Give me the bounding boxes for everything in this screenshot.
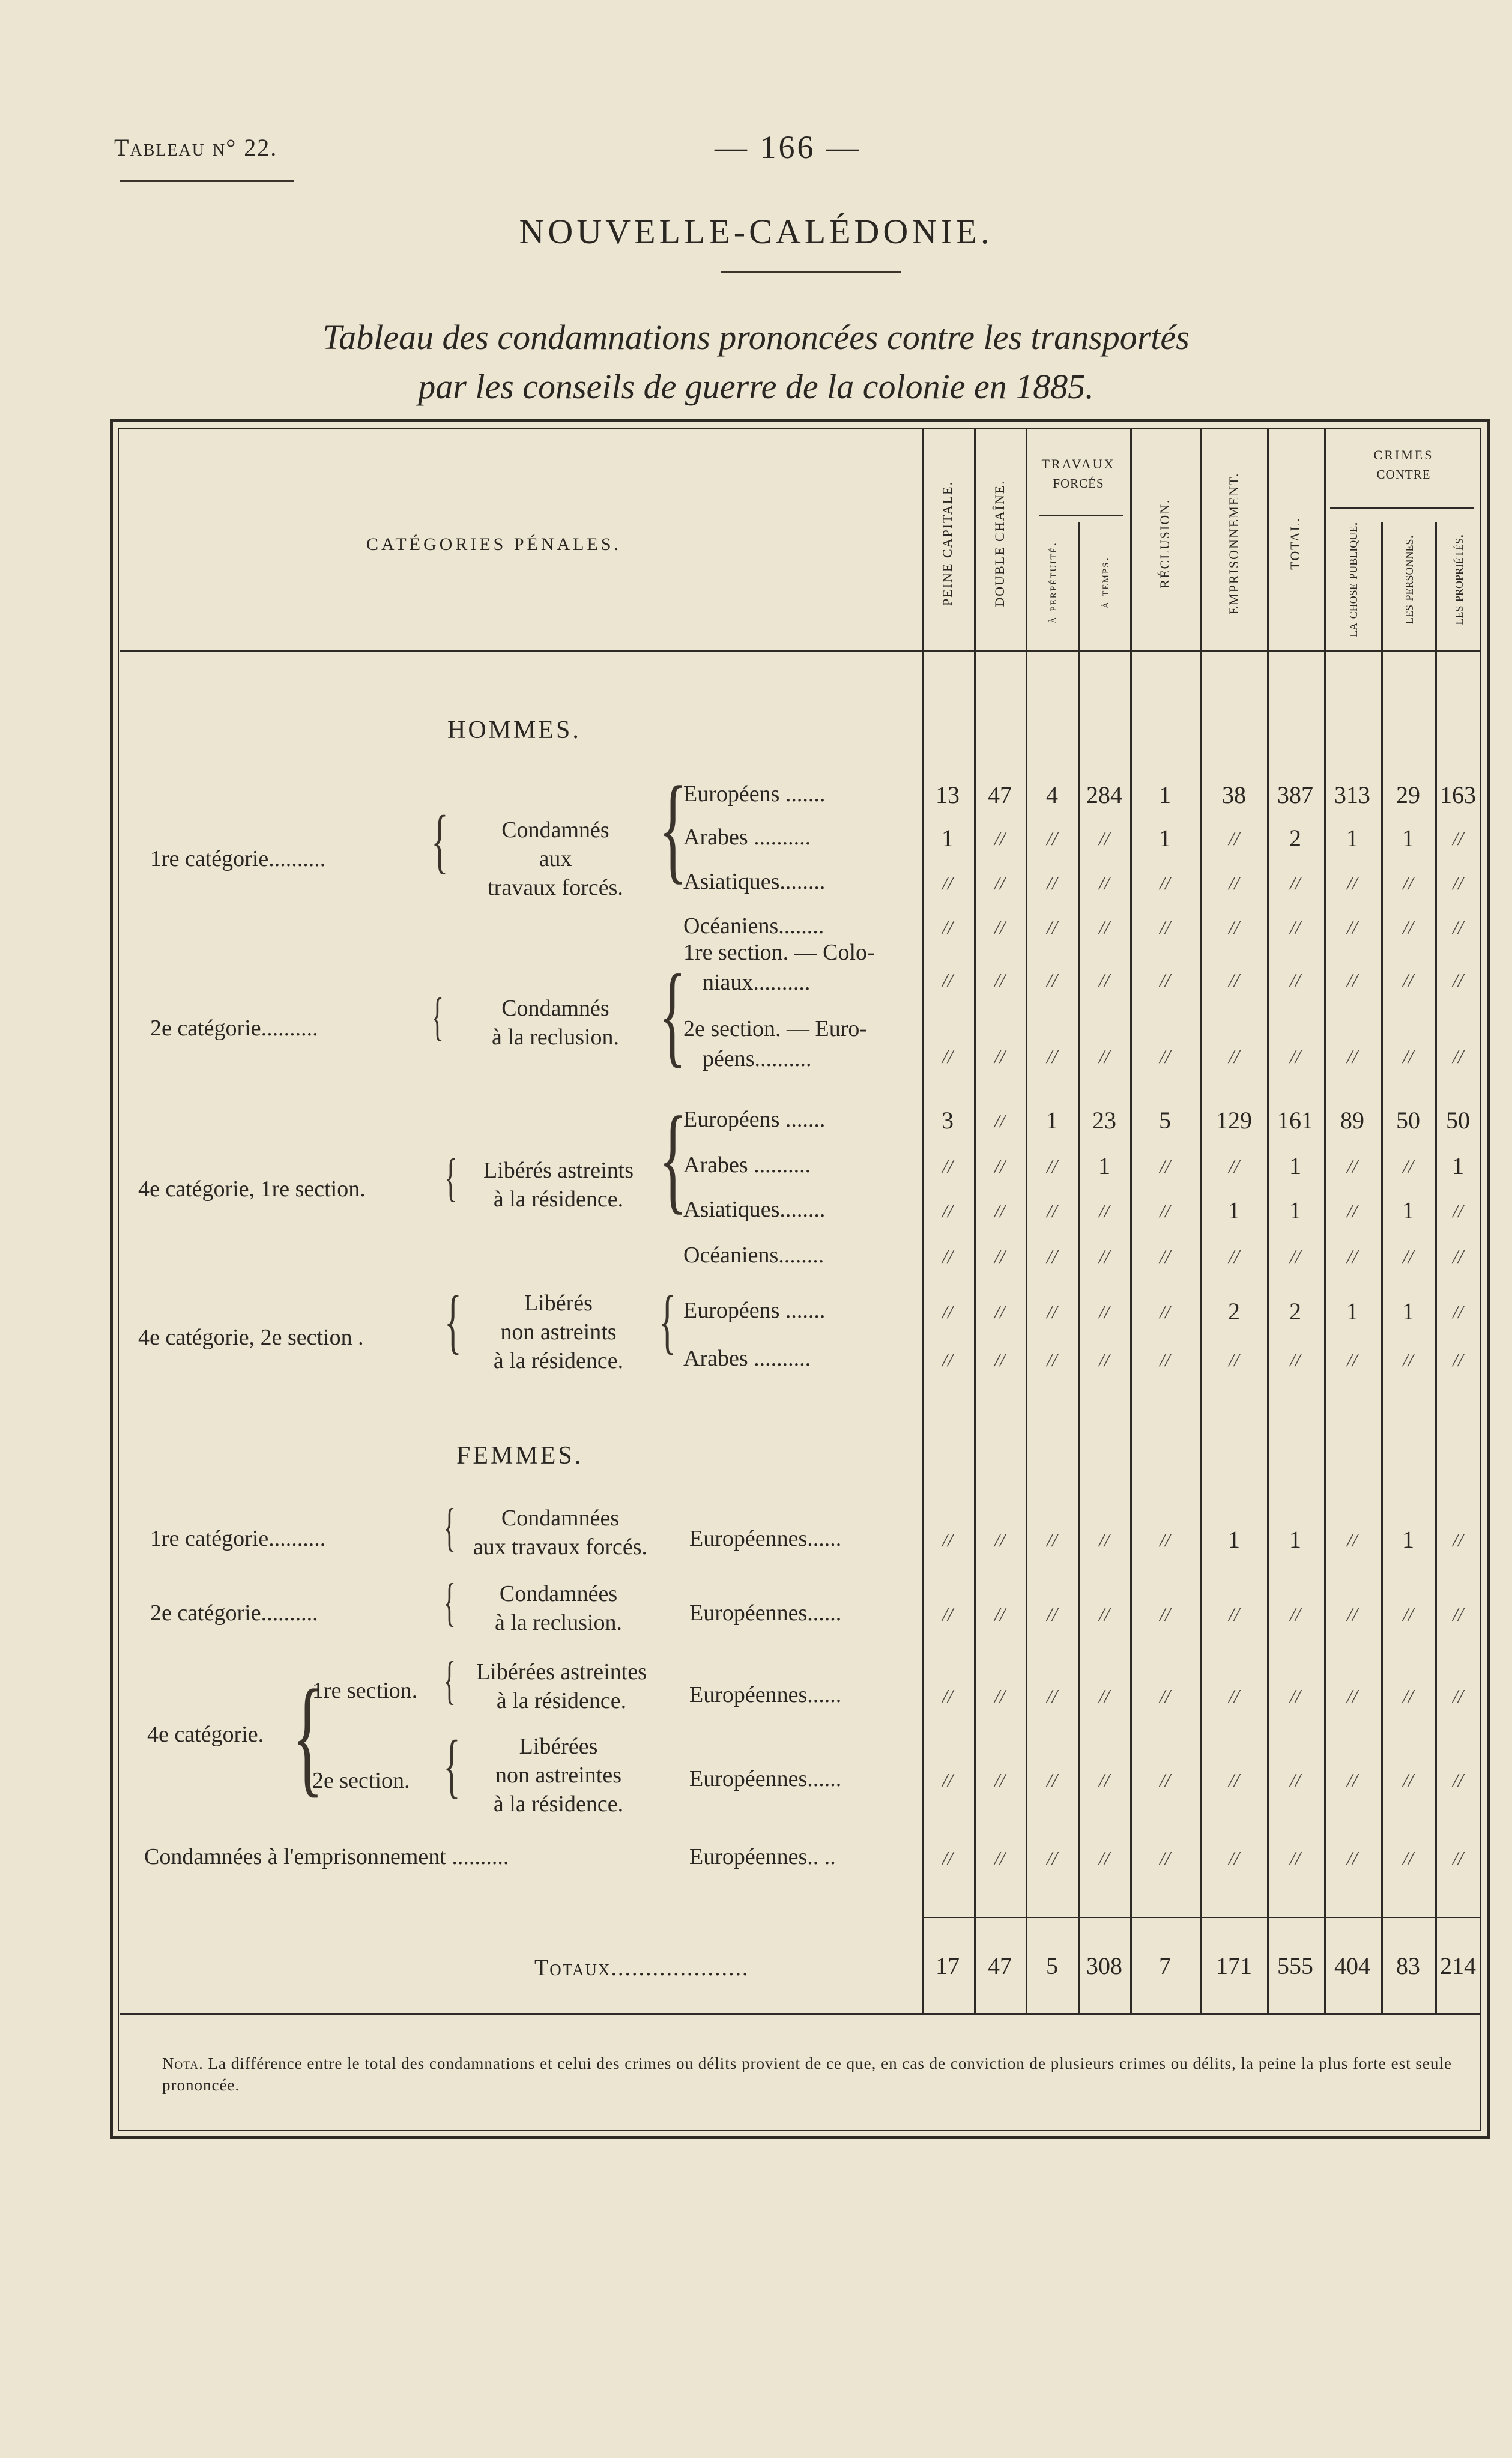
category-label: 1re catégorie..........: [150, 1526, 326, 1551]
column-header-personnes: les personnes.: [1399, 534, 1417, 625]
total-cell: 83: [1396, 1952, 1420, 1979]
table-cell: //: [1229, 1847, 1239, 1869]
table-cell: 1: [1402, 1197, 1414, 1224]
total-cell: 308: [1086, 1952, 1122, 1979]
table-cell: //: [1403, 1155, 1414, 1177]
table-cell: //: [1453, 1603, 1463, 1625]
table-cell: //: [1453, 828, 1463, 849]
category-label: 1re catégorie..........: [150, 846, 326, 871]
table-cell: //: [1160, 1246, 1170, 1267]
table-cell: 1: [1228, 1197, 1240, 1224]
table-cell: //: [942, 1200, 953, 1221]
subtitle-line-2: par les conseils de guerre de la colonie en 1885.: [418, 367, 1094, 406]
table-cell: //: [1347, 1529, 1358, 1551]
table-cell: //: [1229, 1349, 1239, 1370]
table-cell: //: [942, 1155, 953, 1177]
section-label: 2e section.: [312, 1768, 410, 1793]
table-cell: //: [1047, 1529, 1057, 1551]
table-cell: //: [1403, 916, 1414, 938]
table-cell: 284: [1086, 781, 1122, 808]
table-cell: //: [1160, 1603, 1170, 1625]
table-cell: //: [1453, 1349, 1463, 1370]
col-divider: [1200, 429, 1202, 2013]
description-line: à la résidence.: [493, 1791, 624, 1817]
category-description: [456, 1579, 661, 1637]
row-label: Arabes ..........: [683, 1346, 811, 1371]
row-label: Océaniens........: [683, 1243, 824, 1268]
table-cell: //: [1047, 1685, 1057, 1707]
table-cell: 1: [1402, 825, 1414, 852]
category-description: [449, 1504, 671, 1561]
description-line: Condamnées: [499, 1581, 618, 1606]
column-header-perpetuite: à perpétuité.: [1044, 541, 1059, 624]
table-cell: //: [1160, 1769, 1170, 1791]
brace-icon: {: [443, 1725, 461, 1805]
description-line: Condamnés: [501, 996, 609, 1021]
table-cell: 161: [1277, 1107, 1313, 1134]
table-cell: //: [1047, 1603, 1057, 1625]
table-cell: //: [942, 969, 953, 991]
description-line: à la résidence.: [493, 1187, 624, 1212]
nota-text: La différence entre le total des condamnations et celui des crimes ou délits provient de ce que, en cas de conviction de plusieurs crimes ou délits, la peine la plus forte est seule prononcée.: [162, 2054, 1452, 2094]
table-cell: //: [1347, 916, 1358, 938]
table-cell: 1: [1346, 1298, 1358, 1325]
table-cell: //: [1099, 1200, 1110, 1221]
brace-icon: {: [443, 1498, 456, 1557]
description-line: Libérées astreintes: [476, 1659, 647, 1685]
table-cell: //: [1229, 969, 1239, 991]
table-cell: //: [1453, 1046, 1463, 1067]
description-line: non astreintes: [495, 1763, 621, 1788]
table-cell: //: [1099, 1246, 1110, 1267]
description-line: Libérés astreints: [483, 1158, 634, 1183]
table-cell: //: [1160, 969, 1170, 991]
table-cell: //: [994, 1246, 1005, 1267]
table-cell: //: [942, 872, 953, 894]
column-group-crimes-label-2: contre: [1376, 463, 1431, 483]
table-cell: //: [994, 1046, 1005, 1067]
table-cell: //: [1453, 1200, 1463, 1221]
category-label: 2e catégorie..........: [150, 1016, 318, 1041]
row-label: Océaniens........: [683, 913, 824, 939]
table-cell: //: [1160, 1349, 1170, 1370]
table-cell: //: [1403, 1769, 1414, 1791]
table-cell: //: [1453, 1769, 1463, 1791]
table-cell: //: [994, 1769, 1005, 1791]
table-cell: //: [1403, 1349, 1414, 1370]
col-divider: [1130, 429, 1132, 2013]
table-cell: //: [1290, 1847, 1301, 1869]
description-line: Libérés: [524, 1291, 593, 1316]
table-cell: //: [1403, 872, 1414, 894]
category-label: 4e catégorie, 2e section .: [138, 1325, 364, 1350]
table-cell: //: [1099, 1301, 1110, 1322]
table-cell: //: [1347, 1603, 1358, 1625]
row-label: Arabes ..........: [683, 825, 811, 850]
table-cell: //: [994, 1685, 1005, 1707]
row-label: Européennes......: [689, 1682, 842, 1707]
category-label: 2e catégorie..........: [150, 1600, 318, 1626]
table-cell: //: [942, 1046, 953, 1067]
table-cell: //: [994, 1200, 1005, 1221]
table-cell: 1: [942, 825, 954, 852]
total-cell: 555: [1277, 1952, 1313, 1979]
table-cell: 1: [1159, 825, 1171, 852]
brace-icon: {: [431, 801, 449, 880]
table-cell: //: [1403, 1046, 1414, 1067]
table-cell: //: [1290, 1603, 1301, 1625]
row-label: Asiatiques........: [683, 1197, 826, 1222]
column-header-peine-capitale: PEINE CAPITALE.: [940, 481, 955, 606]
table-cell: //: [1229, 1246, 1239, 1267]
table-cell: 313: [1334, 781, 1370, 808]
table-cell: 50: [1396, 1107, 1420, 1134]
table-cell: //: [1290, 872, 1301, 894]
table-cell: 1: [1159, 781, 1171, 808]
crimes-group-rule: [1330, 507, 1474, 509]
row-label: Arabes ..........: [683, 1152, 811, 1178]
table-cell: 2: [1289, 1298, 1301, 1325]
description-line: aux travaux forcés.: [473, 1534, 648, 1560]
table-cell: //: [1160, 1200, 1170, 1221]
description-line: Condamnés: [501, 817, 609, 843]
table-cell: //: [994, 872, 1005, 894]
table-cell: //: [1403, 1685, 1414, 1707]
row-label-continued: niaux..........: [703, 970, 811, 995]
table-cell: 3: [942, 1107, 954, 1134]
table-cell: 29: [1396, 781, 1420, 808]
total-cell: 7: [1159, 1952, 1171, 1979]
table-cell: //: [1347, 1349, 1358, 1370]
table-cell: //: [1099, 1685, 1110, 1707]
column-header-emprisonnement: EMPRISONNEMENT.: [1226, 472, 1241, 615]
table-cell: //: [1290, 969, 1301, 991]
table-cell: //: [1047, 969, 1057, 991]
table-cell: //: [1160, 1155, 1170, 1177]
table-cell: //: [942, 1349, 953, 1370]
table-cell: 1: [1289, 1526, 1301, 1553]
table-cell: 5: [1159, 1107, 1171, 1134]
table-cell: 1: [1346, 825, 1358, 852]
table-frame-inner: [118, 428, 1481, 2131]
table-cell: //: [1099, 1603, 1110, 1625]
table-cell: //: [1160, 1847, 1170, 1869]
brace-icon: {: [659, 762, 688, 895]
table-cell: //: [1047, 1769, 1057, 1791]
table-cell: 1: [1289, 1152, 1301, 1179]
table-cell: //: [1403, 969, 1414, 991]
table-cell: //: [1229, 1046, 1239, 1067]
column-group-crimes-label: CRIMES: [1373, 447, 1434, 462]
table-cell: //: [1403, 1246, 1414, 1267]
table-cell: //: [1160, 1685, 1170, 1707]
table-cell: //: [1099, 969, 1110, 991]
table-cell: //: [1160, 1046, 1170, 1067]
table-cell: //: [1229, 1769, 1239, 1791]
column-header-chose-publique: la chose publique.: [1343, 522, 1361, 637]
table-cell: //: [942, 1685, 953, 1707]
column-header-double-chaine: DOUBLE CHAÎNE.: [992, 480, 1007, 607]
table-cell: //: [1229, 872, 1239, 894]
table-cell: 50: [1446, 1107, 1470, 1134]
table-cell: //: [942, 1769, 953, 1791]
table-cell: //: [1347, 1246, 1358, 1267]
table-cell: //: [942, 916, 953, 938]
brace-icon: {: [444, 1281, 462, 1361]
category-description: [456, 1732, 661, 1818]
section-label: 1re section.: [312, 1678, 418, 1703]
table-cell: //: [942, 1529, 953, 1551]
title-rule: [721, 271, 901, 273]
table-cell: 38: [1222, 781, 1246, 808]
table-cell: //: [1290, 1046, 1301, 1067]
table-cell: //: [1453, 969, 1463, 991]
description-line: à la résidence.: [493, 1348, 624, 1373]
table-cell: //: [1099, 1847, 1110, 1869]
table-cell: //: [994, 916, 1005, 938]
total-cell: 404: [1334, 1952, 1370, 1979]
brace-icon: {: [443, 1573, 456, 1632]
table-reference: Tableau n° 22.: [114, 134, 278, 161]
table-cell: 4: [1046, 781, 1058, 808]
table-cell: //: [994, 1349, 1005, 1370]
table-cell: //: [1099, 916, 1110, 938]
table-cell: //: [942, 1603, 953, 1625]
table-cell: //: [994, 1603, 1005, 1625]
table-cell: //: [1347, 1155, 1358, 1177]
table-cell: 387: [1277, 781, 1313, 808]
brace-icon: {: [292, 1662, 324, 1809]
header-rule: [120, 180, 294, 182]
row-label-continued: péens..........: [703, 1046, 812, 1071]
description-line: à la résidence.: [496, 1688, 627, 1713]
table-cell: //: [1347, 1847, 1358, 1869]
header-bottom-rule: [120, 650, 1480, 652]
category-description: [456, 994, 655, 1052]
total-cell: 214: [1440, 1952, 1476, 1979]
row-label: Européennes......: [689, 1766, 842, 1791]
table-cell: //: [1099, 1349, 1110, 1370]
column-group-travaux-label: TRAVAUX: [1041, 456, 1116, 471]
total-cell: 47: [988, 1952, 1012, 1979]
table-cell: //: [994, 1110, 1005, 1131]
table-cell: //: [1290, 916, 1301, 938]
table-cell: //: [1099, 828, 1110, 849]
table-cell: //: [1403, 1603, 1414, 1625]
column-group-travaux: [1027, 456, 1130, 492]
table-cell: //: [1047, 1046, 1057, 1067]
table-bottom-rule: [120, 2013, 1480, 2015]
row-label: Européens .......: [683, 1298, 826, 1323]
table-cell: //: [1453, 1847, 1463, 1869]
table-cell: //: [1047, 1200, 1057, 1221]
table-cell: //: [942, 1847, 953, 1869]
table-cell: //: [1229, 1603, 1239, 1625]
table-cell: //: [1453, 1685, 1463, 1707]
col-divider: [1078, 522, 1080, 2013]
col-divider: [1381, 522, 1383, 2013]
description-line: non astreints: [500, 1319, 617, 1345]
row-label: Européens .......: [683, 781, 826, 807]
table-cell: //: [1099, 872, 1110, 894]
table-cell: 13: [936, 781, 960, 808]
table-cell: //: [1453, 916, 1463, 938]
table-cell: //: [1160, 872, 1170, 894]
subtitle-line-1: Tableau des condamnations prononcées contre les transportés: [322, 318, 1190, 357]
table-cell: //: [1290, 1769, 1301, 1791]
brace-icon: {: [443, 1651, 456, 1710]
col-divider: [1267, 429, 1269, 2013]
description-line: à la reclusion.: [491, 1025, 620, 1050]
row-label: Européens .......: [683, 1107, 826, 1132]
category-label: 4e catégorie, 1re section.: [138, 1176, 366, 1202]
row-label: 1re section. — Colo-: [683, 940, 875, 965]
page-title: NOUVELLE-CALÉDONIE.: [519, 212, 993, 251]
section-heading-femmes: FEMMES.: [456, 1442, 584, 1470]
column-header-total: TOTAL.: [1287, 517, 1302, 570]
table-cell: //: [1047, 1246, 1057, 1267]
col-divider: [1026, 429, 1027, 2013]
table-cell: 2: [1289, 825, 1301, 852]
table-cell: //: [1290, 1246, 1301, 1267]
table-cell: //: [1229, 1155, 1239, 1177]
nota-note: [162, 2053, 1459, 2096]
table-cell: 1: [1046, 1107, 1058, 1134]
table-cell: 1: [1402, 1298, 1414, 1325]
table-cell: //: [1229, 916, 1239, 938]
table-cell: //: [1047, 1155, 1057, 1177]
row-label: Européennes......: [689, 1526, 842, 1551]
category-description: [462, 1289, 655, 1375]
table-cell: 163: [1440, 781, 1476, 808]
row-label: 2e section. — Euro-: [683, 1016, 868, 1041]
table-cell: //: [1047, 1349, 1057, 1370]
table-cell: //: [1047, 1847, 1057, 1869]
table-cell: //: [1160, 1301, 1170, 1322]
column-group-crimes: [1327, 447, 1480, 483]
table-cell: //: [1160, 1529, 1170, 1551]
table-cell: //: [1099, 1046, 1110, 1067]
table-cell: 23: [1092, 1107, 1116, 1134]
table-cell: //: [1047, 916, 1057, 938]
category-label: Condamnées à l'emprisonnement ..........: [144, 1844, 509, 1869]
table-cell: //: [994, 969, 1005, 991]
page-number: — 166 —: [715, 129, 861, 165]
table-cell: 2: [1228, 1298, 1240, 1325]
col-divider: [1324, 429, 1326, 2013]
table-cell: //: [994, 1847, 1005, 1869]
table-cell: //: [1160, 916, 1170, 938]
table-cell: //: [1229, 1685, 1239, 1707]
table-cell: //: [1099, 1769, 1110, 1791]
table-cell: //: [1347, 1685, 1358, 1707]
travaux-group-rule: [1039, 515, 1123, 516]
table-cell: //: [1290, 1349, 1301, 1370]
table-cell: 47: [988, 781, 1012, 808]
table-cell: //: [1347, 1769, 1358, 1791]
brace-icon: {: [659, 1092, 688, 1225]
category-description: [462, 1156, 655, 1214]
table-cell: 1: [1452, 1152, 1464, 1179]
table-cell: //: [1347, 872, 1358, 894]
brace-icon: {: [444, 1149, 458, 1207]
table-cell: 89: [1340, 1107, 1364, 1134]
section-heading-hommes: HOMMES.: [447, 716, 581, 744]
category-description: [456, 816, 655, 902]
column-group-travaux-label-2: forcés: [1053, 472, 1104, 492]
description-line: travaux forcés.: [488, 875, 623, 900]
table-cell: //: [1047, 872, 1057, 894]
category-label: 4e catégorie.: [147, 1722, 264, 1747]
table-cell: //: [1453, 1246, 1463, 1267]
total-cell: 5: [1046, 1952, 1058, 1979]
table-cell: //: [1047, 828, 1057, 849]
column-header-temps: à temps.: [1096, 556, 1111, 609]
table-cell: //: [942, 1246, 953, 1267]
table-cell: //: [1229, 828, 1239, 849]
table-cell: //: [1453, 1301, 1463, 1322]
nota-heading: Nota.: [162, 2054, 204, 2072]
column-header-categories: CATÉGORIES PÉNALES.: [366, 534, 622, 554]
description-line: aux: [539, 846, 572, 871]
brace-icon: {: [659, 1281, 676, 1361]
table-cell: //: [1099, 1529, 1110, 1551]
brace-icon: {: [431, 988, 444, 1046]
category-description: [447, 1657, 676, 1715]
table-cell: 1: [1098, 1152, 1110, 1179]
totals-label: Totaux....................: [534, 1955, 749, 1981]
row-label: Européennes......: [689, 1600, 842, 1626]
table-cell: 129: [1216, 1107, 1252, 1134]
table-cell: //: [994, 1301, 1005, 1322]
table-cell: //: [1290, 1685, 1301, 1707]
table-cell: //: [994, 1529, 1005, 1551]
table-cell: //: [942, 1301, 953, 1322]
table-cell: 1: [1402, 1526, 1414, 1553]
row-label: Asiatiques........: [683, 869, 826, 894]
table-cell: //: [994, 1155, 1005, 1177]
row-label: Européennes.. ..: [689, 1844, 836, 1869]
table-cell: 1: [1289, 1197, 1301, 1224]
column-header-reclusion: RÉCLUSION.: [1157, 498, 1172, 589]
table-cell: //: [1347, 1200, 1358, 1221]
table-cell: //: [1453, 1529, 1463, 1551]
table-cell: 1: [1228, 1526, 1240, 1553]
table-cell: //: [1347, 1046, 1358, 1067]
table-cell: //: [1453, 872, 1463, 894]
description-line: Condamnées: [501, 1506, 620, 1531]
table-cell: //: [994, 828, 1005, 849]
description-line: Libérées: [519, 1734, 598, 1759]
table-cell: //: [1047, 1301, 1057, 1322]
total-cell: 171: [1216, 1952, 1252, 1979]
table-cell: //: [1403, 1847, 1414, 1869]
description-line: à la reclusion.: [494, 1610, 623, 1635]
column-header-proprietes: les propriétés.: [1449, 534, 1466, 625]
table-cell: //: [1347, 969, 1358, 991]
brace-icon: {: [659, 952, 686, 1078]
total-cell: 17: [936, 1952, 960, 1979]
